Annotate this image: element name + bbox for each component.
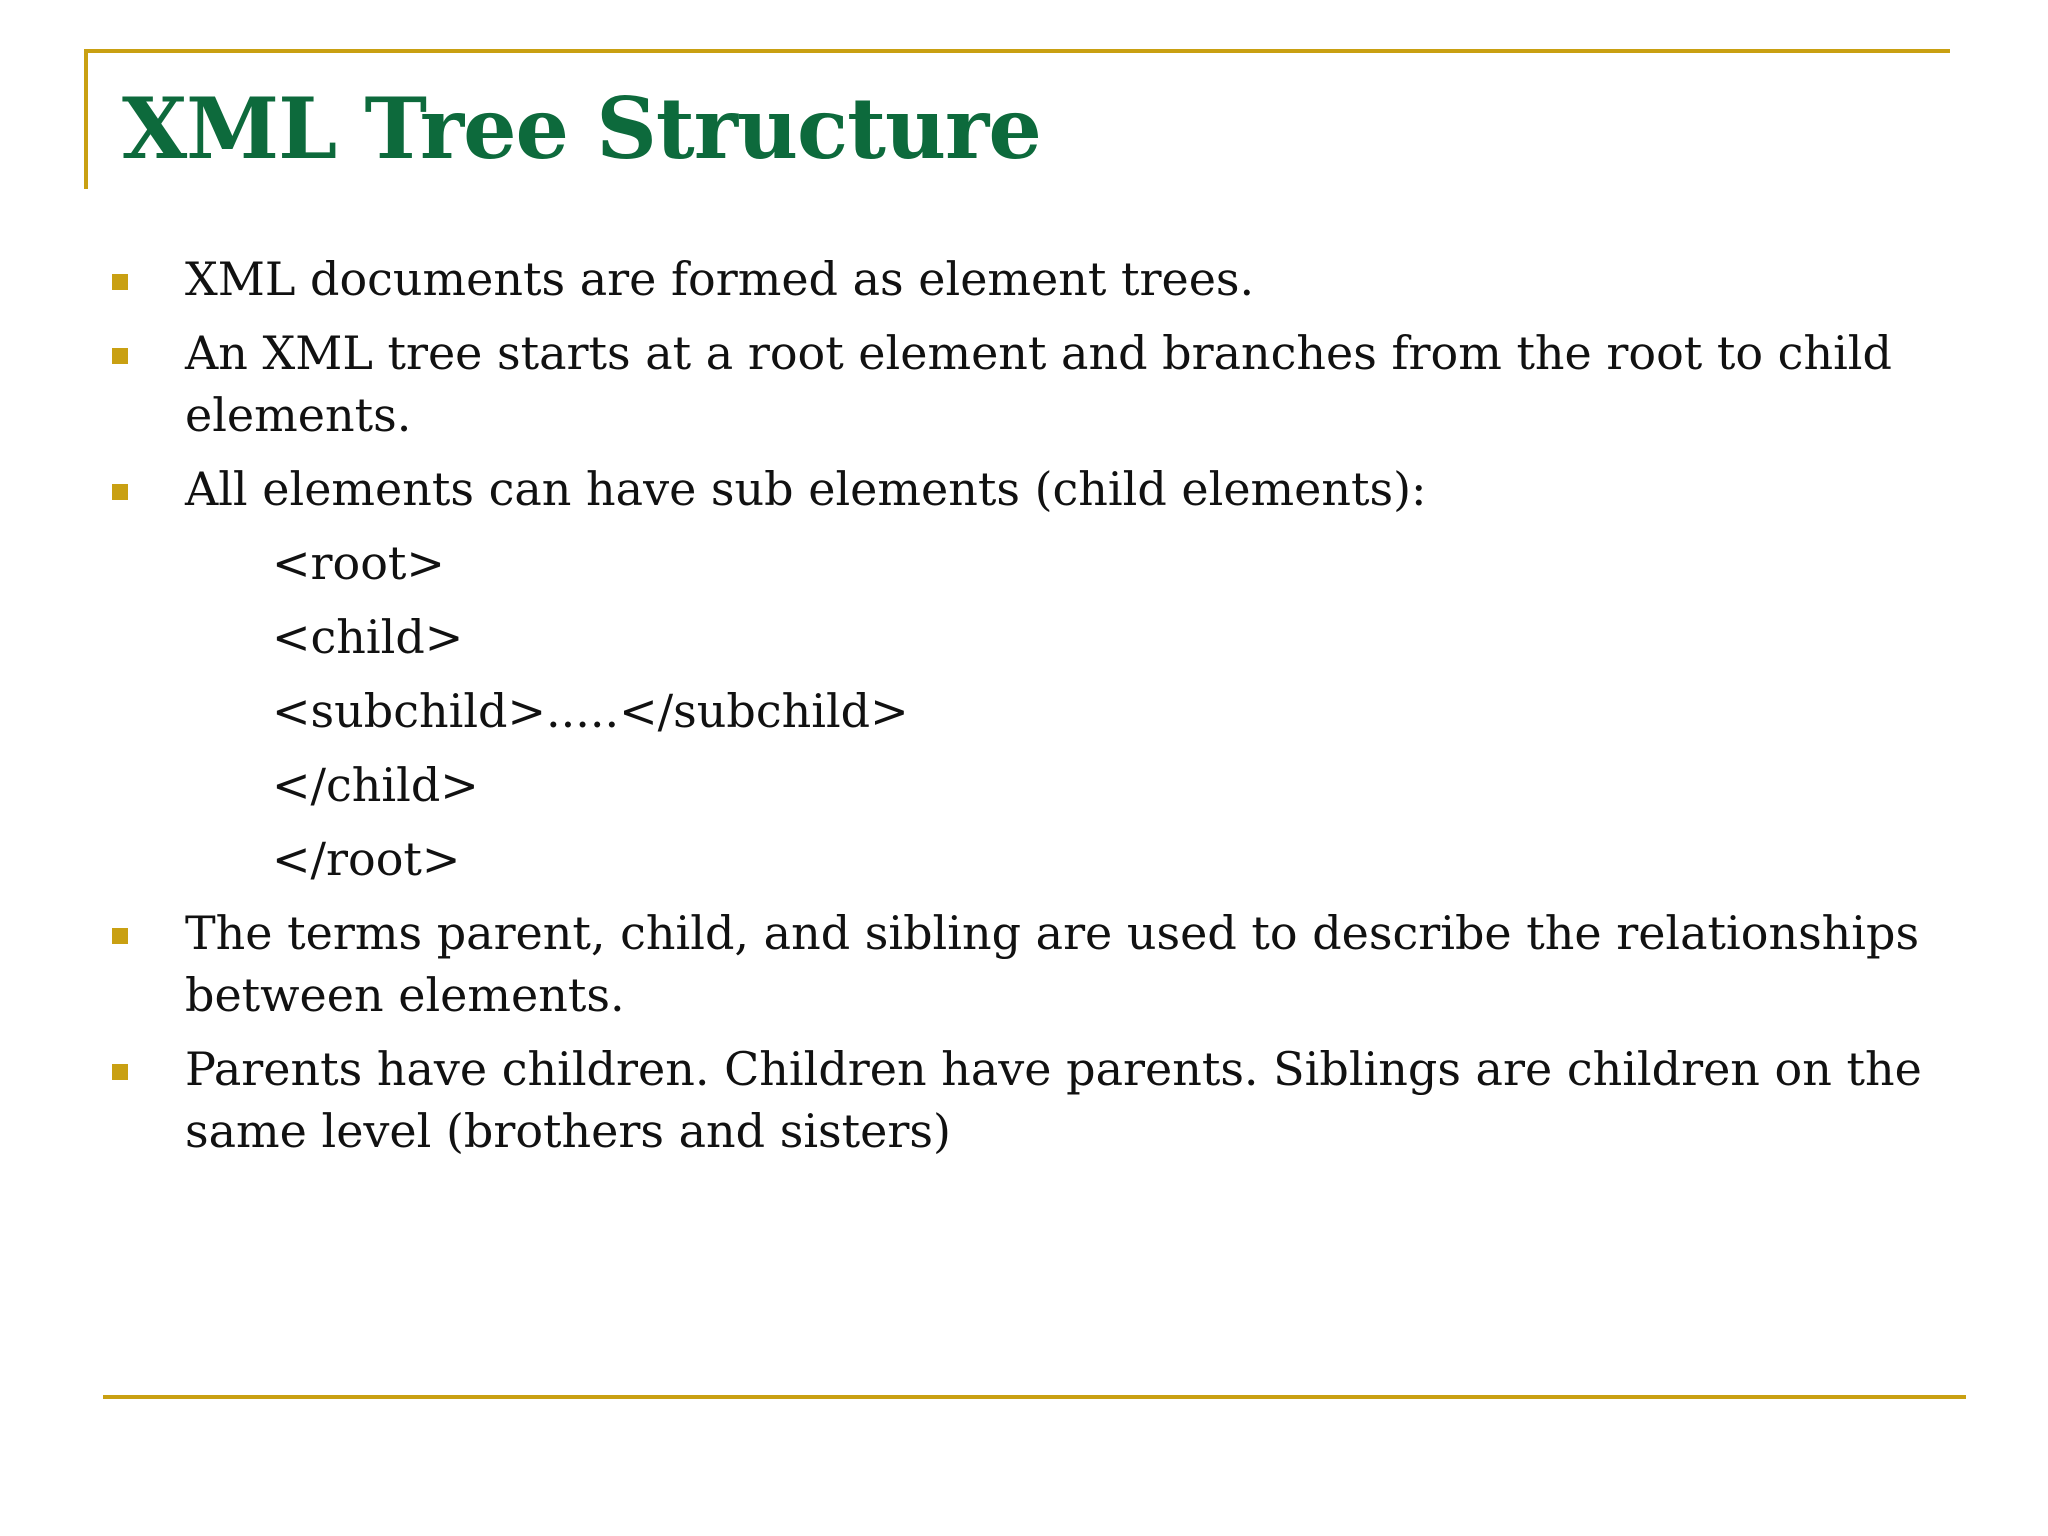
- square-bullet-icon: [112, 348, 128, 364]
- code-line: </child>: [272, 758, 479, 812]
- bottom-accent-rule: [103, 1395, 1966, 1399]
- code-line: <subchild>.....</subchild>: [272, 684, 909, 738]
- code-line: </root>: [272, 832, 461, 886]
- bullet-text: XML documents are formed as element trees.: [185, 252, 1255, 306]
- top-accent-rule: [84, 49, 1950, 53]
- code-block: [112, 532, 1942, 890]
- square-bullet-icon: [112, 928, 128, 944]
- bullet-item: [112, 902, 1942, 1026]
- bullet-item: [112, 458, 1942, 520]
- bullet-text: An XML tree starts at a root element and branches from the root to child elements.: [185, 326, 1892, 442]
- code-line: <root>: [272, 536, 445, 590]
- bullet-list: [112, 248, 1942, 1174]
- code-line: <child>: [272, 610, 464, 664]
- code-example: [112, 532, 1942, 890]
- square-bullet-icon: [112, 484, 128, 500]
- bullet-item: [112, 248, 1942, 310]
- bullet-text: The terms parent, child, and sibling are used to describe the relationships between elements.: [185, 906, 1920, 1022]
- square-bullet-icon: [112, 1064, 128, 1080]
- bullet-item: [112, 322, 1942, 446]
- bullet-text: All elements can have sub elements (child elements):: [185, 462, 1427, 516]
- bullet-item: [112, 1038, 1942, 1162]
- left-accent-rule: [84, 49, 88, 189]
- slide-title: XML Tree Structure: [122, 79, 1041, 178]
- bullet-text: Parents have children. Children have parents. Siblings are children on the same level (brothers and sisters): [185, 1042, 1922, 1158]
- square-bullet-icon: [112, 274, 128, 290]
